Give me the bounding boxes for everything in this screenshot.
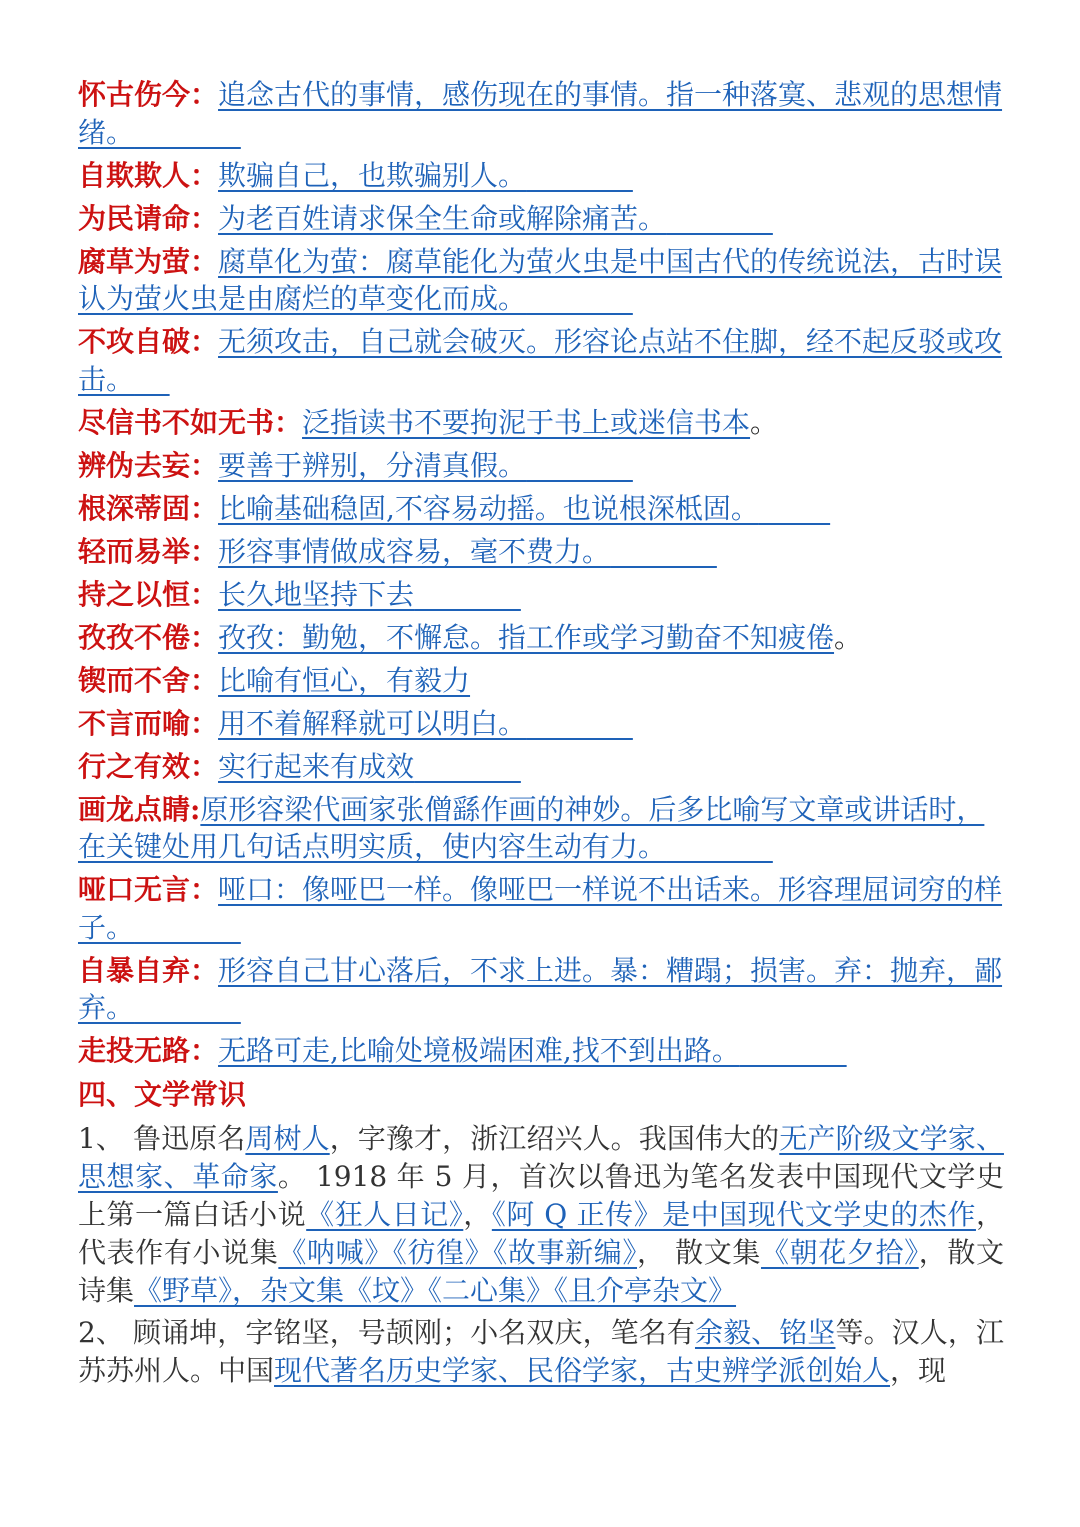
colon: ： <box>190 158 219 192</box>
underline-trail <box>666 830 773 863</box>
idiom-entry <box>78 76 1004 151</box>
colon: ： <box>190 491 219 525</box>
colon: ： <box>190 244 219 278</box>
idiom-term: 走投无路 <box>78 1034 191 1067</box>
colon: ： <box>190 448 219 482</box>
idiom-entry <box>78 952 1004 1027</box>
colon: ： <box>190 577 219 611</box>
idiom-definition: 长久地坚持下去 <box>218 577 415 611</box>
underline-trail <box>134 116 241 149</box>
idiom-entry <box>78 576 1004 614</box>
idiom-definition: 形容自己甘心落后，不求上进。暴：糟蹋；损害。弃：抛弃，鄙弃。 <box>78 953 1003 1024</box>
idiom-definition: 追念古代的事情，感伤现在的事情。指一种落寞、悲观的思想情绪。 <box>78 78 1003 149</box>
idiom-definition: 用不着解释就可以明白。 <box>218 706 527 740</box>
para-number: 1、 <box>78 1122 125 1155</box>
para-text: ，散文诗集 <box>78 1236 1004 1307</box>
underline-trail <box>526 159 633 192</box>
para-text: 等。汉人，江苏苏州人。中国 <box>78 1316 1004 1387</box>
highlight-text: 《阿 Q 正传》是中国现代文学史的杰作 <box>491 1198 976 1231</box>
underline-trail <box>666 202 773 235</box>
para-text: ， <box>463 1198 492 1231</box>
colon: ： <box>190 953 219 987</box>
idiom-definition: 欺骗自己，也欺骗别人。 <box>218 158 527 192</box>
idiom-term: 辨伪去妄 <box>78 448 191 482</box>
underline-trail <box>526 449 633 482</box>
colon: ： <box>190 663 219 697</box>
trailing-punct: 。 <box>750 405 779 439</box>
idiom-entry <box>78 243 1004 318</box>
underline-trail <box>414 750 521 783</box>
idiom-term: 自暴自弃 <box>78 953 191 987</box>
idiom-entry <box>78 533 1004 571</box>
colon: ： <box>190 1034 219 1067</box>
idiom-term: 行之有效 <box>78 749 191 783</box>
underline-trail <box>526 707 633 740</box>
colon: ： <box>190 78 219 111</box>
idiom-definition: 孜孜：勤勉，不懈怠。指工作或学习勤奋不知疲倦 <box>218 620 835 654</box>
idiom-entry <box>78 490 1004 528</box>
colon: ： <box>274 405 303 439</box>
highlight-text: 《狂人日记》 <box>306 1198 464 1231</box>
idiom-definition: 要善于辨别，分清真假。 <box>218 448 527 482</box>
para-text: ，字豫才，浙江绍兴人。我国伟大的 <box>329 1122 780 1155</box>
paragraph-luxun <box>78 1120 1004 1310</box>
colon: ： <box>190 706 219 740</box>
idiom-term: 画龙点睛 <box>78 792 191 826</box>
section-heading: 四、文学常识 <box>78 1078 247 1111</box>
idiom-definition: 形容事情做成容易，毫不费力。 <box>218 534 611 568</box>
idiom-definition: 无路可走,比喻处境极端困难,找不到出路。 <box>218 1034 740 1067</box>
idiom-term: 不攻自破 <box>78 325 191 358</box>
underline-trail <box>414 578 521 611</box>
idiom-entry <box>78 662 1004 700</box>
idiom-definition: 原形容梁代画家张僧繇作画的神妙。后多比喻写文章或讲话时，在关键处用几句话点明实质，使内容生动有力。 <box>78 792 985 863</box>
para-text: ， 散文集 <box>637 1236 762 1269</box>
idiom-term: 怀古伤今 <box>78 78 191 111</box>
colon: ： <box>190 749 219 783</box>
para-text: ，现 <box>890 1354 947 1387</box>
idiom-term: 哑口无言 <box>78 873 191 906</box>
paragraph-gujiegang <box>78 1314 1004 1390</box>
idiom-definition: 泛指读书不要拘泥于书上或迷信书本 <box>302 405 751 439</box>
highlight-text: 周树人 <box>245 1122 330 1155</box>
underline-trail <box>134 363 170 396</box>
idiom-term: 锲而不舍 <box>78 663 191 697</box>
idiom-term: 根深蒂固 <box>78 491 191 525</box>
idiom-definition: 哑口：像哑巴一样。像哑巴一样说不出话来。形容理屈词穷的样子。 <box>78 873 1003 944</box>
idiom-entry <box>78 705 1004 743</box>
idiom-definition: 比喻基础稳固,不容易动摇。也说根深柢固。 <box>218 491 759 525</box>
idiom-term: 为民请命 <box>78 201 191 235</box>
idiom-entry <box>78 619 1004 657</box>
highlight-text: 《野草》，杂文集《坟》《二心集》《且介亭杂文》 <box>134 1274 737 1307</box>
highlight-text: 余毅、铭坚 <box>694 1316 836 1349</box>
idiom-entry <box>78 447 1004 485</box>
highlight-text: 无产阶级文学家、思想家、革命家 <box>78 1122 1004 1193</box>
trailing-punct: 。 <box>834 620 863 654</box>
underline-trail <box>134 991 241 1024</box>
idiom-entry <box>78 748 1004 786</box>
idiom-definition: 为老百姓请求保全生命或解除痛苦。 <box>218 201 667 235</box>
idiom-term: 轻而易举 <box>78 534 191 568</box>
idiom-term: 自欺欺人 <box>78 158 191 192</box>
idiom-term: 腐草为萤 <box>78 244 191 278</box>
highlight-text: 《呐喊》《彷徨》《故事新编》 <box>278 1236 638 1269</box>
colon: ： <box>190 873 219 906</box>
colon: : <box>190 792 201 826</box>
idiom-entry <box>78 791 1004 866</box>
highlight-text: 现代著名历史学家、民俗学家，古史辨学派创始人 <box>274 1354 891 1387</box>
highlight-text: 《朝花夕拾》 <box>761 1236 919 1269</box>
idiom-entry <box>78 200 1004 238</box>
idiom-entry <box>78 1032 1004 1070</box>
idiom-definition: 比喻有恒心，有毅力 <box>218 663 471 697</box>
idiom-term: 孜孜不倦 <box>78 620 191 654</box>
idiom-definition: 实行起来有成效 <box>218 749 415 783</box>
colon: ： <box>190 325 219 358</box>
para-text: 顾诵坤，字铭坚，号颉刚；小名双庆，笔名有 <box>124 1316 695 1349</box>
underline-trail <box>610 535 717 568</box>
idiom-term: 尽信书不如无书 <box>78 405 275 439</box>
idiom-entry <box>78 157 1004 195</box>
colon: ： <box>190 534 219 568</box>
idiom-term: 不言而喻 <box>78 706 191 740</box>
colon: ： <box>190 201 219 235</box>
underline-trail <box>526 282 633 315</box>
underline-trail <box>134 911 241 944</box>
underline-trail <box>740 1034 847 1067</box>
idiom-definition: 腐草化为萤：腐草能化为萤火虫是中国古代的传统说法，古时误认为萤火虫是由腐烂的草变化而成。 <box>78 244 1003 315</box>
para-number: 2、 <box>78 1316 125 1349</box>
underline-trail <box>759 492 830 525</box>
para-text: 。 1918 年 5 月，首次以鲁迅为笔名发表中国现代文学史上第一篇白话小说 <box>78 1160 1004 1231</box>
idiom-entry <box>78 404 1004 442</box>
colon: ： <box>190 620 219 654</box>
idiom-entry <box>78 871 1004 946</box>
idiom-term: 持之以恒 <box>78 577 191 611</box>
idiom-entry <box>78 323 1004 398</box>
idiom-definition: 无须攻击，自己就会破灭。形容论点站不住脚，经不起反驳或攻击。 <box>78 325 1003 396</box>
document-page <box>78 76 1004 1394</box>
para-text: 鲁迅原名 <box>124 1122 246 1155</box>
para-text: ，代表作有小说集 <box>78 1198 1004 1269</box>
